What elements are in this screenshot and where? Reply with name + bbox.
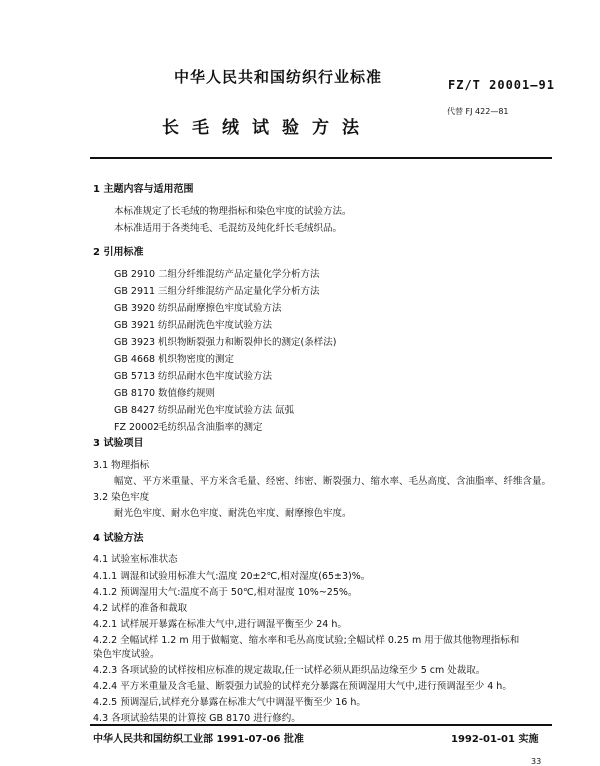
header-divider (90, 157, 552, 159)
reference-list (114, 266, 336, 436)
reference-title: 纺织品耐光色牢度试验方法 氙弧 (158, 405, 295, 416)
standard-code: FZ/T 20001—91 (448, 78, 555, 92)
section-3-heading: 3 试验项目 (93, 438, 144, 449)
subsection-3-2-heading: 3.2 染色牢度 (93, 492, 150, 503)
reference-title: 三组分纤维混纺产品定量化学分析方法 (158, 286, 320, 297)
reference-code: GB 8427 (114, 405, 156, 416)
reference-code: GB 2910 (114, 269, 156, 280)
reference-title: 纺织品耐摩擦色牢度试验方法 (158, 303, 282, 314)
section-1-heading: 1 主题内容与适用范围 (93, 184, 194, 195)
reference-item (114, 351, 336, 368)
reference-title: 数值修约规则 (158, 388, 216, 399)
clause-4-2-1: 4.2.1 试样展开暴露在标准大气中,进行调湿平衡至少 24 h。 (93, 619, 347, 630)
footer-divider (90, 724, 552, 726)
clause-4-1-1: 4.1.1 调湿和试验用标准大气:温度 20±2℃,相对湿度(65±3)%。 (93, 571, 371, 582)
reference-title: 机织物密度的测定 (158, 354, 235, 365)
reference-code: GB 8170 (114, 388, 156, 399)
subsection-4-2-heading: 4.2 试样的准备和裁取 (93, 603, 188, 614)
clause-4-3: 4.3 各项试验结果的计算按 GB 8170 进行修约。 (93, 713, 301, 724)
reference-code: GB 2911 (114, 286, 156, 297)
issuing-org-title: 中华人民共和国纺织行业标准 (174, 68, 383, 86)
clause-4-2-5: 4.2.5 预调湿后,试样充分暴露在标准大气中调湿平衡至少 16 h。 (93, 697, 366, 708)
section-2-heading: 2 引用标准 (93, 247, 144, 258)
reference-item (114, 300, 336, 317)
approval-date: 中华人民共和国纺织工业部 1991-07-06 批准 (93, 734, 304, 745)
reference-title: 二组分纤维混纺产品定量化学分析方法 (158, 269, 320, 280)
reference-code: GB 4668 (114, 354, 156, 365)
clause-4-2-3: 4.2.3 各项试验的试样按相应标准的规定裁取,任一试样必须从距织品边缘至少 5 cm 处裁取。 (93, 665, 486, 676)
section-4-heading: 4 试验方法 (93, 533, 144, 544)
reference-item (114, 317, 336, 334)
reference-item (114, 402, 336, 419)
subsection-4-1-heading: 4.1 试验室标准状态 (93, 554, 178, 565)
reference-item (114, 283, 336, 300)
physical-indicators-list: 幅宽、平方米重量、平方米含毛量、经密、纬密、断裂强力、缩水率、毛丛高度、含油脂率、纤维含量。 (114, 476, 552, 487)
reference-title: 机织物断裂强力和断裂伸长的测定(条样法) (158, 337, 337, 348)
color-fastness-list: 耐光色牢度、耐水色牢度、耐洗色牢度、耐摩擦色牢度。 (114, 508, 352, 519)
reference-item (114, 334, 336, 351)
reference-item (114, 266, 336, 283)
reference-item (114, 368, 336, 385)
reference-code: GB 3920 (114, 303, 156, 314)
reference-code: FZ 20002 (114, 422, 160, 433)
page-number: 33 (531, 757, 542, 766)
reference-code: GB 5713 (114, 371, 156, 382)
clause-4-2-2-continued: 染色牢度试验。 (93, 649, 160, 660)
reference-code: GB 3921 (114, 320, 156, 331)
reference-code: GB 3923 (114, 337, 156, 348)
reference-title: 毛纺织品含油脂率的测定 (158, 422, 263, 433)
clause-4-2-4: 4.2.4 平方米重量及含毛量、断裂强力试验的试样充分暴露在预调湿用大气中,进行预调湿至少 4 h。 (93, 681, 512, 692)
reference-title: 纺织品耐洗色牢度试验方法 (158, 320, 273, 331)
section-1-paragraph: 本标准适用于各类纯毛、毛混纺及纯化纤长毛绒织品。 (114, 223, 343, 234)
reference-item (114, 385, 336, 402)
reference-title: 纺织品耐水色牢度试验方法 (158, 371, 273, 382)
standard-title: 长毛绒试验方法 (162, 118, 372, 138)
subsection-3-1-heading: 3.1 物理指标 (93, 460, 150, 471)
section-1-paragraph: 本标准规定了长毛绒的物理指标和染色牢度的试验方法。 (114, 206, 352, 217)
clause-4-2-2: 4.2.2 全幅试样 1.2 m 用于做幅宽、缩水率和毛丛高度试验;全幅试样 0.25 m 用于做其他物理指标和 (93, 635, 520, 646)
effective-date: 1992-01-01 实施 (451, 734, 539, 745)
clause-4-1-2: 4.1.2 预调湿用大气:温度不高于 50℃,相对湿度 10%~25%。 (93, 587, 358, 598)
reference-item (114, 419, 336, 436)
replaces-standard: 代替 FJ 422—81 (447, 107, 509, 116)
